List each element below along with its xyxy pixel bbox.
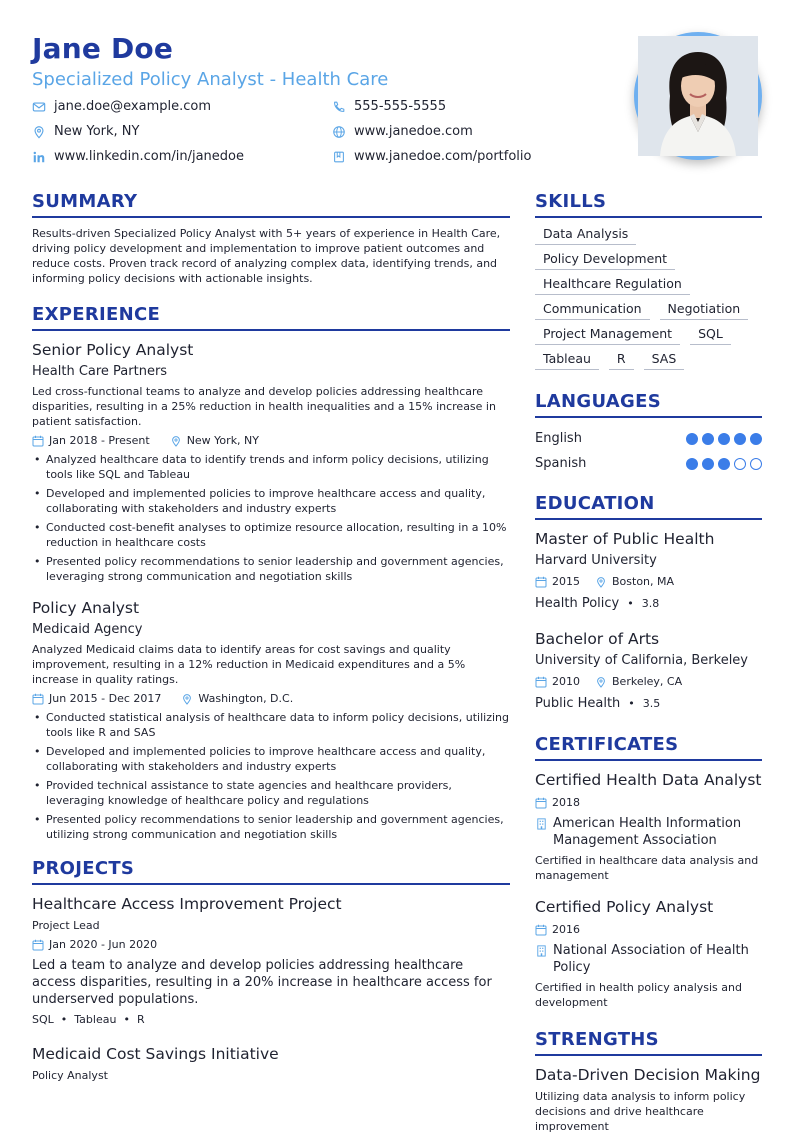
contact-website[interactable] xyxy=(332,123,622,141)
education-item xyxy=(535,528,762,613)
job-bullets xyxy=(32,452,510,584)
degree: Master of Public Health xyxy=(535,530,715,548)
organization-name: American Health Information Management Association xyxy=(553,816,742,848)
education-meta xyxy=(535,574,762,590)
school-name: University of California, Berkeley xyxy=(535,653,748,668)
portfolio-text: www.janedoe.com/portfolio xyxy=(354,149,532,164)
building-icon xyxy=(535,944,548,957)
linkedin-icon xyxy=(32,150,46,164)
contact-location xyxy=(32,123,332,141)
list-item: • Analyzed healthcare data to identify trends and inform policy decisions, utilizing tools like SQL and Tableau xyxy=(32,452,510,482)
list-item: • Developed and implemented policies to improve healthcare access and quality, collaborating with stakeholders and industry experts xyxy=(32,486,510,516)
education-meta xyxy=(535,674,762,690)
project-title: Healthcare Access Improvement Project xyxy=(32,895,342,913)
certificate-item xyxy=(535,896,762,1010)
location-pin-icon xyxy=(181,693,193,705)
project-dates: Jan 2020 - Jun 2020 xyxy=(49,938,158,951)
skill-tag: Data Analysis xyxy=(535,226,636,245)
list-item: • Conducted cost-benefit analyses to optimize resource allocation, resulting in a 10% reduction in healthcare costs xyxy=(32,520,510,550)
calendar-icon xyxy=(535,797,547,809)
list-item: • Developed and implemented policies to improve healthcare access and quality, collaborating with stakeholders and industry experts xyxy=(32,744,510,774)
website-text: www.janedoe.com xyxy=(354,124,473,139)
right-column xyxy=(535,190,762,1134)
rating-dot-filled xyxy=(702,433,714,445)
job-description: Analyzed Medicaid claims data to identify areas for cost savings and quality improvement, resulting in a 12% reduction in Medicaid expenditures and a 5% increase in quality ratings. xyxy=(32,643,466,686)
skill-tag: R xyxy=(609,351,634,370)
globe-icon xyxy=(332,125,346,139)
contact-portfolio[interactable] xyxy=(332,148,622,166)
rating-dot-filled xyxy=(686,458,698,470)
education-item xyxy=(535,628,762,713)
job-meta xyxy=(32,691,510,707)
projects-heading: PROJECTS xyxy=(32,857,510,885)
certificate-meta xyxy=(535,922,762,938)
skill-tag: Tableau xyxy=(535,351,599,370)
rating-dot-filled xyxy=(750,433,762,445)
contact-email[interactable] xyxy=(32,98,332,116)
project-description: Led a team to analyze and develop policies addressing healthcare access disparities, resulting in a 20% increase in healthcare access for underserved populations. xyxy=(32,958,492,1007)
skill-tag: Healthcare Regulation xyxy=(535,276,690,295)
education-location: Boston, MA xyxy=(612,575,675,588)
project-role: Project Lead xyxy=(32,919,100,932)
certificate-description: Certified in healthcare data analysis and management xyxy=(535,854,759,882)
education-location: Berkeley, CA xyxy=(612,675,683,688)
project-role: Policy Analyst xyxy=(32,1069,108,1082)
degree: Bachelor of Arts xyxy=(535,630,660,648)
tag: Tableau xyxy=(74,1013,117,1026)
rating-dot-filled xyxy=(702,458,714,470)
list-item: • Provided technical assistance to state agencies and healthcare providers, leveraging knowledge of healthcare policy and regulations xyxy=(32,778,510,808)
rating-dot-filled xyxy=(718,458,730,470)
language-level-rating xyxy=(686,433,762,445)
rating-dot-empty xyxy=(734,458,746,470)
skills-heading: SKILLS xyxy=(535,190,762,218)
location-pin-icon xyxy=(595,676,607,688)
rating-dot-filled xyxy=(734,433,746,445)
skill-tag: SQL xyxy=(690,326,731,345)
list-item: • Conducted statistical analysis of healthcare data to inform policy decisions, utilizing tools like R and SAS xyxy=(32,710,510,740)
job-location: Washington, D.C. xyxy=(198,692,294,705)
linkedin-text: www.linkedin.com/in/janedoe xyxy=(54,149,244,164)
skill-tag: Project Management xyxy=(535,326,680,345)
certificate-year: 2016 xyxy=(552,923,580,936)
strength-description: Utilizing data analysis to inform policy decisions and drive healthcare improvement xyxy=(535,1090,746,1133)
gpa: 3.5 xyxy=(642,697,661,710)
certificate-org xyxy=(535,942,762,976)
phone-text: 555-555-5555 xyxy=(354,99,447,114)
calendar-icon xyxy=(535,924,547,936)
profile-photo xyxy=(634,32,762,160)
certificate-year: 2018 xyxy=(552,796,580,809)
summary-heading: SUMMARY xyxy=(32,190,510,218)
list-item: • Presented policy recommendations to senior leadership and government agencies, leveraging strong communication and negotiation skills xyxy=(32,554,510,584)
strength-name: Data-Driven Decision Making xyxy=(535,1066,761,1084)
job-description: Led cross-functional teams to analyze and develop policies addressing healthcare disparities, resulting in a 25% reduction in health inequalities and a 15% increase in patient satisfaction. xyxy=(32,385,496,428)
left-column xyxy=(32,190,510,1083)
experience-heading: EXPERIENCE xyxy=(32,303,510,331)
education-year: 2015 xyxy=(552,575,580,588)
calendar-icon xyxy=(32,693,44,705)
location-text: New York, NY xyxy=(54,124,140,139)
strengths-heading: STRENGTHS xyxy=(535,1028,762,1056)
company-name: Health Care Partners xyxy=(32,364,168,379)
project-item xyxy=(32,893,510,1028)
project-title: Medicaid Cost Savings Initiative xyxy=(32,1045,279,1063)
project-item xyxy=(32,1043,510,1083)
certificate-name: Certified Health Data Analyst xyxy=(535,771,762,789)
certificate-item xyxy=(535,769,762,883)
skill-tag: Negotiation xyxy=(660,301,749,320)
calendar-icon xyxy=(535,576,547,588)
job-title: Policy Analyst xyxy=(32,599,140,617)
experience-item xyxy=(32,339,510,584)
list-item: • Presented policy recommendations to senior leadership and government agencies, utilizing strong communication and negotiation skills xyxy=(32,812,510,842)
company-name: Medicaid Agency xyxy=(32,622,143,637)
education-heading: EDUCATION xyxy=(535,492,762,520)
education-field: Public Health • 3.5 xyxy=(535,696,661,711)
language-name: Spanish xyxy=(535,456,587,471)
calendar-icon xyxy=(32,435,44,447)
mail-icon xyxy=(32,100,46,114)
school-name: Harvard University xyxy=(535,553,657,568)
job-dates: Jun 2015 - Dec 2017 xyxy=(49,692,162,705)
tag: SQL xyxy=(32,1013,54,1026)
language-row xyxy=(535,451,762,476)
job-location: New York, NY xyxy=(186,434,259,447)
organization-name: National Association of Health Policy xyxy=(553,943,749,975)
contact-phone[interactable] xyxy=(332,98,622,116)
building-icon xyxy=(535,817,548,830)
job-dates: Jan 2018 - Present xyxy=(49,434,150,447)
skill-tag: SAS xyxy=(644,351,685,370)
education-year: 2010 xyxy=(552,675,580,688)
language-row xyxy=(535,426,762,451)
language-list xyxy=(535,426,762,476)
rating-dot-filled xyxy=(686,433,698,445)
job-bullets xyxy=(32,710,510,842)
rating-dot-filled xyxy=(718,433,730,445)
skills-list xyxy=(535,226,762,370)
phone-icon xyxy=(332,100,346,114)
field-of-study: Public Health xyxy=(535,696,621,711)
location-pin-icon xyxy=(32,125,46,139)
certificate-meta xyxy=(535,795,762,811)
project-tags: SQL • Tableau • R xyxy=(32,1013,145,1026)
candidate-name: Jane Doe xyxy=(32,32,174,65)
strength-item xyxy=(535,1064,762,1134)
language-name: English xyxy=(535,431,582,446)
skill-tag: Policy Development xyxy=(535,251,675,270)
experience-item xyxy=(32,597,510,842)
field-of-study: Health Policy xyxy=(535,596,620,611)
tag: R xyxy=(136,1013,145,1026)
summary-text: Results-driven Specialized Policy Analyst with 5+ years of experience in Health Care, driving policy development and implementation to improve patient outcomes and reduce costs. Proven track record of analyzing complex data, identifying trends, and informing policy decisions with actionable insights. xyxy=(32,227,501,285)
certificate-org xyxy=(535,815,762,849)
job-title: Senior Policy Analyst xyxy=(32,341,194,359)
certificate-name: Certified Policy Analyst xyxy=(535,898,714,916)
rating-dot-empty xyxy=(750,458,762,470)
education-field: Health Policy • 3.8 xyxy=(535,596,660,611)
skill-tag: Communication xyxy=(535,301,650,320)
location-pin-icon xyxy=(170,435,182,447)
contact-list xyxy=(32,98,622,166)
job-meta xyxy=(32,433,510,449)
gpa: 3.8 xyxy=(641,597,660,610)
certificates-heading: CERTIFICATES xyxy=(535,733,762,761)
contact-linkedin[interactable] xyxy=(32,148,332,166)
location-pin-icon xyxy=(595,576,607,588)
project-meta xyxy=(32,937,510,953)
avatar xyxy=(638,36,758,156)
languages-heading: LANGUAGES xyxy=(535,390,762,418)
language-level-rating xyxy=(686,458,762,470)
resume-header xyxy=(32,32,622,166)
email-text: jane.doe@example.com xyxy=(54,99,212,114)
candidate-title: Specialized Policy Analyst - Health Care xyxy=(32,69,389,90)
calendar-icon xyxy=(535,676,547,688)
certificate-description: Certified in health policy analysis and development xyxy=(535,981,742,1009)
bookmark-icon xyxy=(332,150,346,164)
calendar-icon xyxy=(32,939,44,951)
